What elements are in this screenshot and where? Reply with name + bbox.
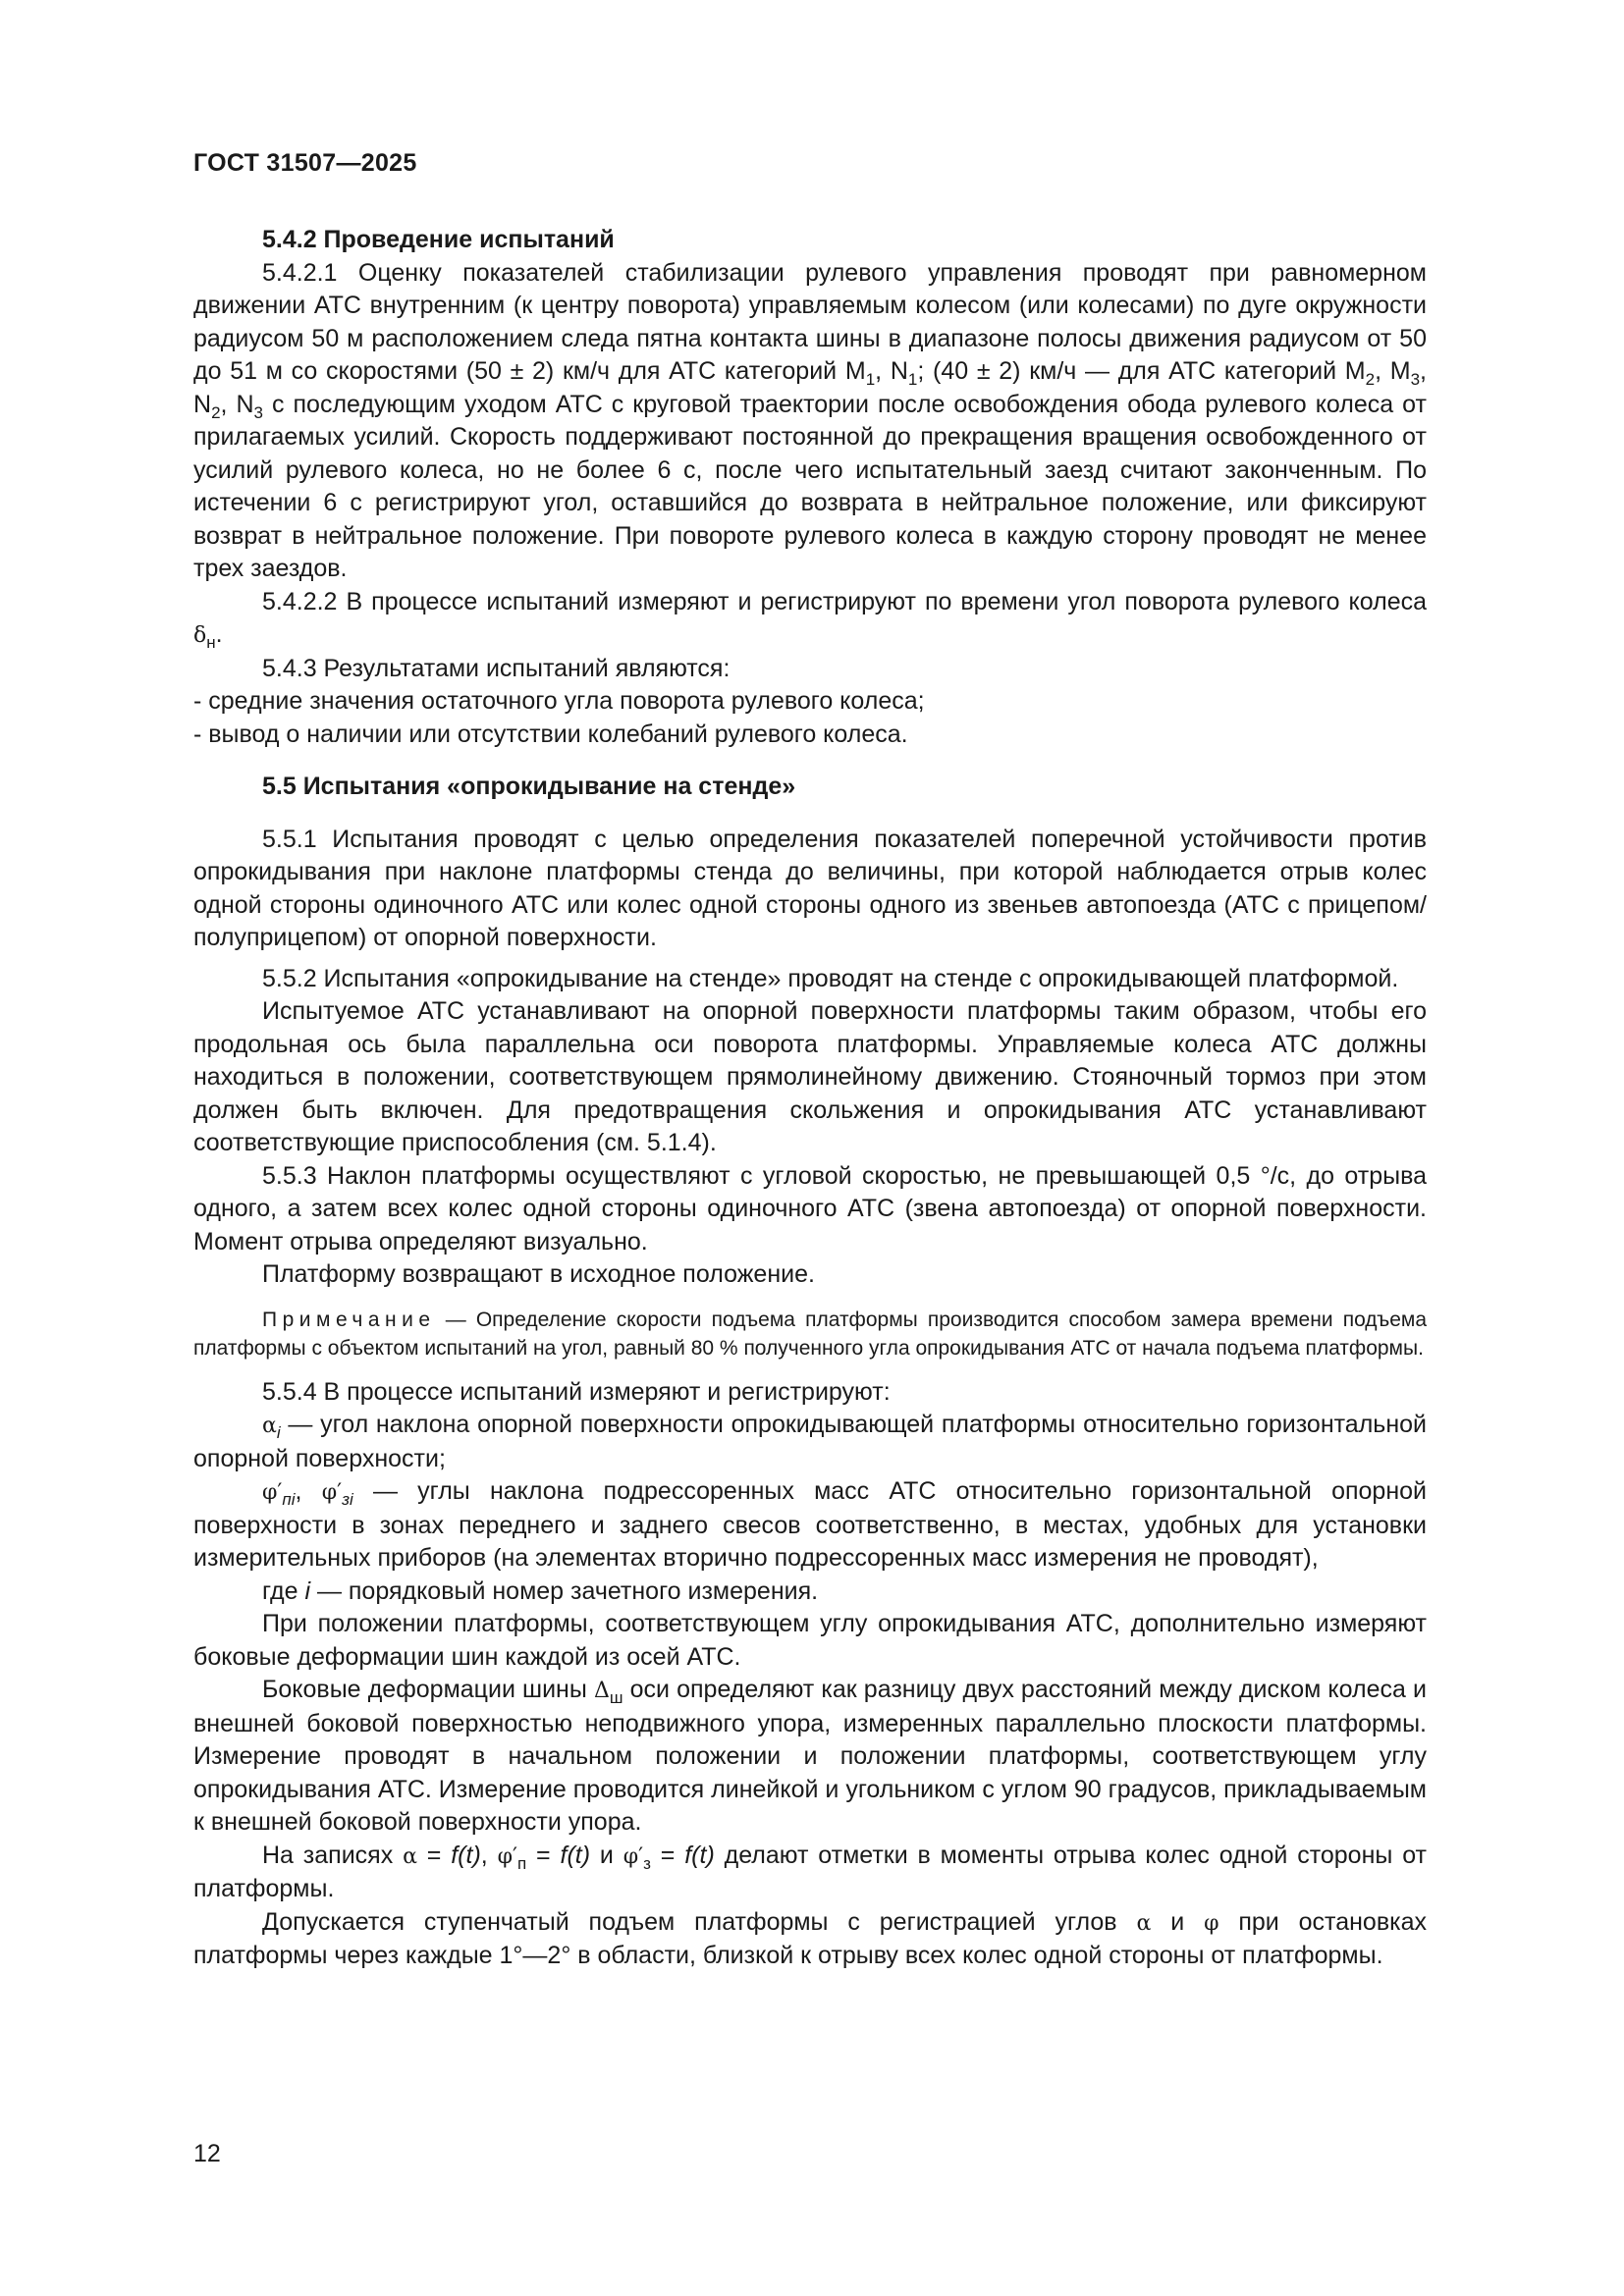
paragraph: 5.4.3 Результатами испытаний являются: xyxy=(262,654,731,682)
paragraph: Боковые деформации шины $\Delta_ш$ оси определяют как разницу двух расстояний между диском колеса и внешней боковой поверхностью неподвижного упора, измеренных параллельно плоскости платформы. Измерение проводят в начальном положении и положении платформы, соответствующем углу опрокидывания АТС. Измерение проводится линейкой и угольником с углом 90 градусов, прикладываемым к внешней боковой поверхности упора. xyxy=(193,1676,1427,1836)
paragraph: При положении платформы, соответствующем углу опрокидывания АТС, дополнительно измеряют боковые деформации шин каждой из осей АТС. xyxy=(193,1610,1427,1671)
list-item: - средние значения остаточного угла поворота рулевого колеса; xyxy=(193,687,925,715)
note: Примечание — Определение скорости подъема платформы производится способом замера времени подъема платформы с объектом испытаний на угол, равный 80 % полученного угла опрокидывания АТС от начала подъема платформы. xyxy=(193,1308,1427,1360)
paragraph: Допускается ступенчатый подъем платформы с регистрацией углов α и φ при остановках платформы через каждые 1°—2° в области, близкой к отрыву всех колес одной стороны от платформы. xyxy=(193,1907,1427,1969)
paragraph: 5.5.4 В процессе испытаний измеряют и регистрируют: xyxy=(262,1377,891,1406)
page-number: 12 xyxy=(193,2140,221,2167)
paragraph: 5.5.1 Испытания проводят с целью определения показателей поперечной устойчивости против опрокидывания при наклоне платформы стенда до величины, при которой наблюдается отрыв колес одной стороны одиночного АТС или колес одной стороны одного из звеньев автопоезда (АТС с прицепом/полуприцепом) от опорной поверхности. xyxy=(193,825,1427,951)
list-item: - вывод о наличии или отсутствии колебаний рулевого колеса. xyxy=(193,720,908,748)
paragraph: На записях α = f(t), $\varphi'_п = f(t)$ и $\varphi'_з = f(t)$ делают отметки в моменты отрыва колес одной стороны от платформы. xyxy=(193,1841,1427,1902)
definition: $\alpha_i$ — угол наклона опорной поверхности опрокидывающей платформы относительно горизонтальной опорной поверхности; xyxy=(193,1411,1427,1472)
section-heading: 5.4.2 Проведение испытаний xyxy=(262,226,615,253)
note-label: Примечание xyxy=(262,1308,436,1331)
definition: $\varphi'_{пi}$, $\varphi'_{зi}$ — углы наклона подрессоренных масс АТС относительно горизонтальной опорной поверхности в зонах переднего и заднего свесов соответственно, в местах, удобных для установки измерительных приборов (на элементах вторично подрессоренных масс измерения не проводят), xyxy=(193,1477,1427,1572)
paragraph: Испытуемое АТС устанавливают на опорной поверхности платформы таким образом, чтобы его продольная ось была параллельна оси поворота платформы. Управляемые колеса АТС должны находиться в положении, соответствующем прямолинейному движению. Стояночный тормоз при этом должен быть включен. Для предотвращения скольжения и опрокидывания АТС устанавливают соответствующие приспособления (см. 5.1.4). xyxy=(193,997,1427,1156)
paragraph: где i — порядковый номер зачетного измерения. xyxy=(262,1576,819,1605)
paragraph: 5.4.2.2 В процессе испытаний измеряют и регистрируют по времени угол поворота рулевого колеса $\delta_н$. xyxy=(193,587,1427,652)
document-body xyxy=(193,224,1427,1973)
section-heading: 5.5 Испытания «опрокидывание на стенде» xyxy=(262,773,796,800)
paragraph: 5.5.2 Испытания «опрокидывание на стенде» проводят на стенде с опрокидывающей платформой. xyxy=(262,964,1399,992)
document-header: ГОСТ 31507—2025 xyxy=(193,149,417,177)
paragraph: 5.5.3 Наклон платформы осуществляют с угловой скоростью, не превышающей 0,5 °/с, до отрыва одного, а затем всех колес одной стороны одиночного АТС (звена автопоезда) от опорной поверхности. Момент отрыва определяют визуально. xyxy=(193,1161,1427,1255)
paragraph: 5.4.2.1 Оценку показателей стабилизации рулевого управления проводят при равномерном движении АТС внутренним (к центру поворота) управляемым колесом (или колесами) по дуге окружности радиусом 50 м расположением следа пятна контакта шины в диапазоне полосы движения радиусом от 50 до 51 м со скоростями (50 ± 2) км/ч для АТС категорий $M_1$, $N_1$; (40 ± 2) км/ч — для АТС категорий $M_2$, $M_3$, $N_2$, $N_3$ с последующим уходом АТС с круговой траектории после освобождения обода рулевого колеса от прилагаемых усилий. Скорость поддерживают постоянной до прекращения вращения освобожденного от усилий рулевого колеса, но не более 6 с, после чего испытательный заезд считают законченным. По истечении 6 с регистрируют угол, оставшийся до возврата в нейтральное положение, или фиксируют возврат в нейтральное положение. При повороте рулевого колеса в каждую сторону проводят не менее трех заездов. xyxy=(193,258,1427,582)
paragraph: Платформу возвращают в исходное положение. xyxy=(262,1260,815,1288)
